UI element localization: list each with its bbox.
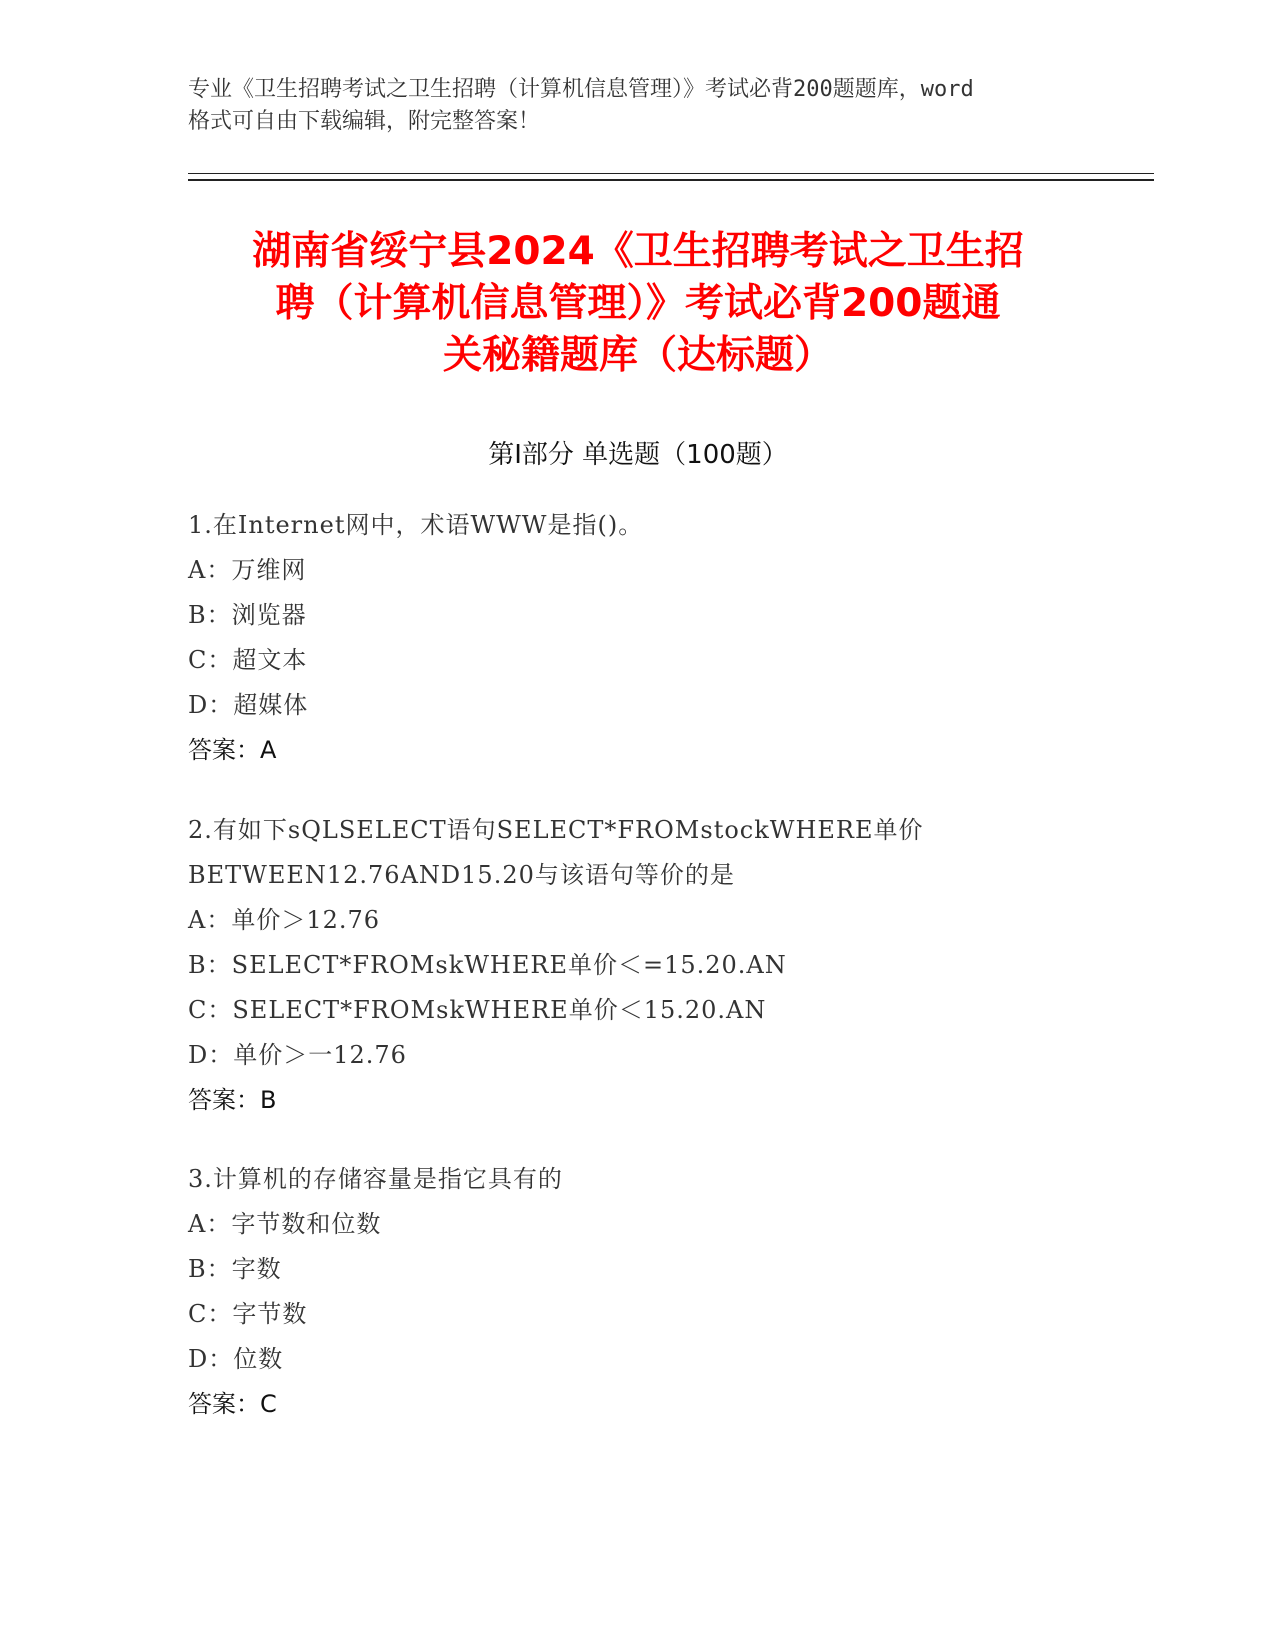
- title-line: 聘（计算机信息管理）》考试必背200题通: [275, 281, 1001, 326]
- question-text: 2.有如下sQLSELECT语句SELECT*FROMstockWHERE单价: [188, 816, 924, 844]
- section-title: 第Ⅰ部分 单选题（100题）: [488, 440, 788, 470]
- header-divider-thick: [188, 179, 1154, 181]
- option-d: D：单价＞一12.76: [188, 1041, 407, 1069]
- answer: 答案：B: [188, 1086, 277, 1114]
- question-text: 3.计算机的存储容量是指它具有的: [188, 1165, 563, 1193]
- question-2: [188, 808, 1118, 1123]
- question-text: 1.在Internet网中，术语WWW是指()。: [188, 511, 644, 539]
- title-line: 湖南省绥宁县2024《卫生招聘考试之卫生招: [252, 229, 1024, 274]
- answer: 答案：C: [188, 1390, 277, 1418]
- header-divider-thin: [188, 173, 1154, 174]
- option-d: D：超媒体: [188, 691, 309, 719]
- option-c: C：超文本: [188, 646, 308, 674]
- option-b: B：字数: [188, 1255, 282, 1283]
- option-c: C：字节数: [188, 1300, 308, 1328]
- question-1: [188, 503, 1118, 773]
- question-3: [188, 1157, 1118, 1427]
- document-title: [188, 226, 1088, 382]
- question-text: BETWEEN12.76AND15.20与该语句等价的是: [188, 861, 735, 889]
- title-line: 关秘籍题库（达标题）: [442, 333, 833, 378]
- option-a: A：单价＞12.76: [188, 906, 381, 934]
- option-a: A：万维网: [188, 556, 307, 584]
- option-c: C：SELECT*FROMskWHERE单价＜15.20.AN: [188, 996, 767, 1024]
- header-note-line: 专业《卫生招聘考试之卫生招聘（计算机信息管理）》考试必背200题题库，word: [188, 77, 974, 102]
- option-b: B：浏览器: [188, 601, 307, 629]
- header-note-line: 格式可自由下载编辑，附完整答案！: [188, 109, 541, 134]
- option-b: B：SELECT*FROMskWHERE单价＜=15.20.AN: [188, 951, 787, 979]
- option-a: A：字节数和位数: [188, 1210, 382, 1238]
- option-d: D：位数: [188, 1345, 284, 1373]
- answer: 答案：A: [188, 736, 277, 764]
- header-note: [188, 74, 1108, 138]
